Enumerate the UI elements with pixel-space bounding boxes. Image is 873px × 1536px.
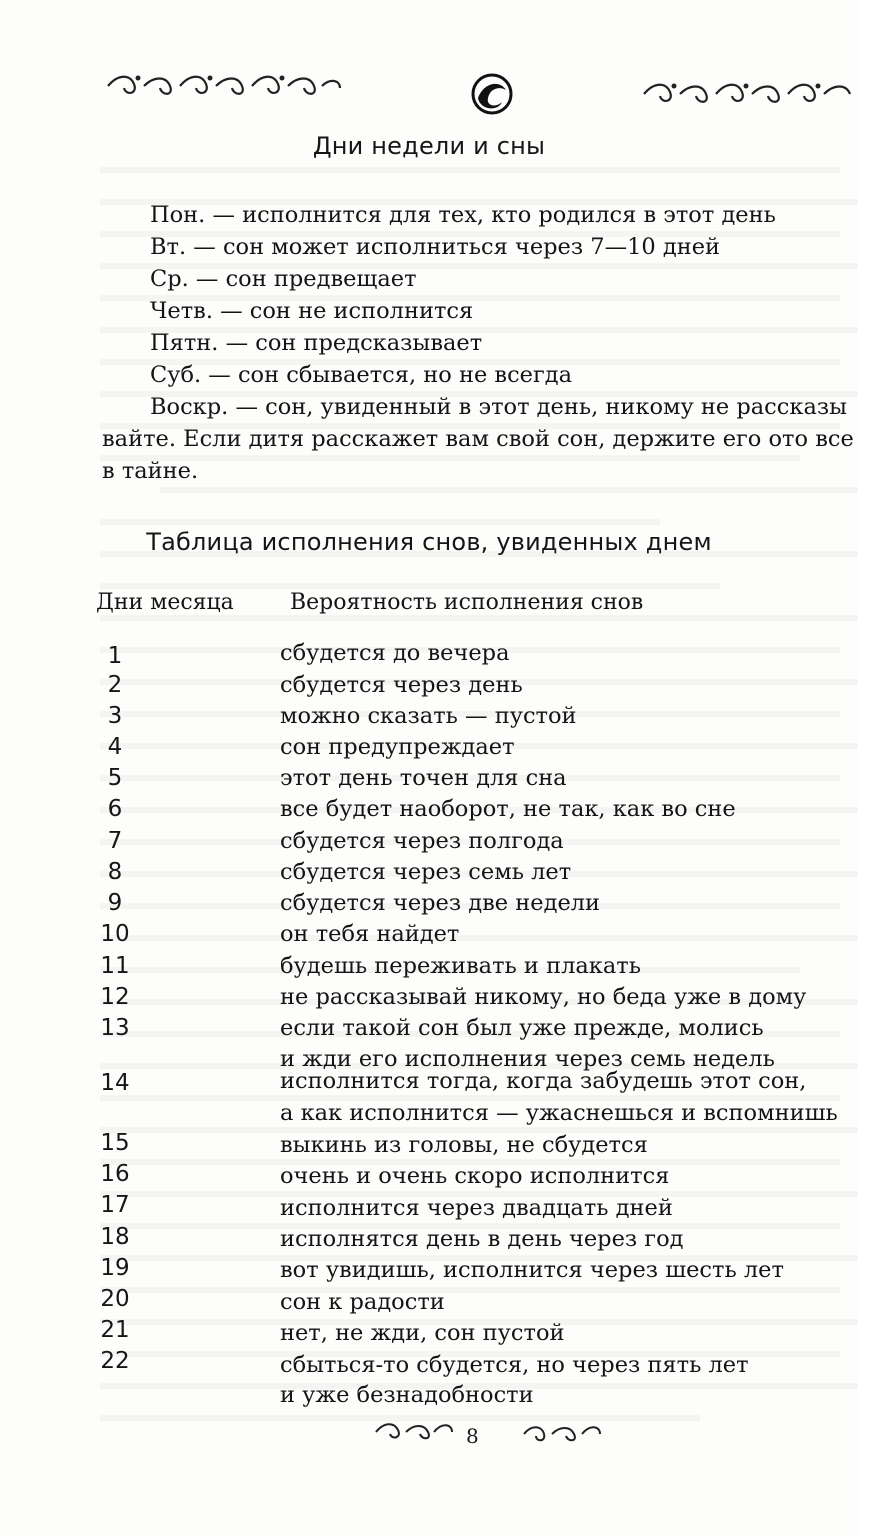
probability-text: не рассказывай никому, но беда уже в дому xyxy=(280,984,807,1010)
probability-text: исполнится через двадцать дней xyxy=(280,1195,673,1221)
probability-text: можно сказать — пустой xyxy=(280,703,577,729)
day-number: 20 xyxy=(100,1286,130,1312)
probability-text: сбыться-то сбудется, но через пять лет xyxy=(280,1352,749,1378)
probability-text: сбудется через полгода xyxy=(280,828,564,854)
day-number: 8 xyxy=(107,859,123,885)
day-number: 9 xyxy=(107,890,123,916)
probability-text: вот увидишь, исполнится через шесть лет xyxy=(280,1257,784,1283)
swirl-logo-icon xyxy=(470,72,514,116)
ornament-icon xyxy=(372,1418,456,1446)
weekday-line: Пон. — исполнится для тех, кто родился в этот день xyxy=(150,202,776,228)
probability-text: и жди его исполнения через семь недель xyxy=(280,1046,775,1072)
column-header-days: Дни месяца xyxy=(96,590,234,615)
probability-text: он тебя найдет xyxy=(280,921,460,947)
ornament-icon xyxy=(520,1420,604,1448)
weekday-line: Пятн. — сон предсказывает xyxy=(150,330,483,356)
probability-text: этот день точен для сна xyxy=(280,765,567,791)
probability-text: все будет наоборот, не так, как во сне xyxy=(280,796,736,822)
day-number: 17 xyxy=(100,1192,130,1218)
probability-text: нет, не жди, сон пустой xyxy=(280,1320,565,1346)
probability-text: исполнятся день в день через год xyxy=(280,1226,684,1252)
section-title: Таблица исполнения снов, увиденных днем xyxy=(146,528,712,556)
day-number: 14 xyxy=(100,1070,130,1096)
weekday-line: Воскр. — сон, увиденный в этот день, никому не рассказы xyxy=(150,394,848,420)
day-number: 15 xyxy=(100,1130,130,1156)
probability-text: сбудется через две недели xyxy=(280,890,601,916)
day-number: 18 xyxy=(100,1224,130,1250)
paragraph-line: вайте. Если дитя расскажет вам свой сон, держите его ото все xyxy=(102,426,854,452)
probability-text: сон к радости xyxy=(280,1289,445,1315)
weekday-line: Ср. — сон предвещает xyxy=(150,266,417,292)
probability-text: сбудется через день xyxy=(280,672,523,698)
probability-text: если такой сон был уже прежде, молись xyxy=(280,1015,764,1041)
section-title: Дни недели и сны xyxy=(312,132,546,160)
day-number: 1 xyxy=(107,643,123,669)
day-number: 12 xyxy=(100,984,130,1010)
day-number: 16 xyxy=(100,1161,130,1187)
day-number: 6 xyxy=(107,796,123,822)
column-header-probability: Вероятность исполнения снов xyxy=(290,590,644,615)
day-number: 10 xyxy=(100,921,130,947)
day-number: 3 xyxy=(107,703,123,729)
ornament-icon xyxy=(640,76,858,112)
probability-text: выкинь из головы, не сбудется xyxy=(280,1132,648,1158)
weekday-line: Четв. — сон не исполнится xyxy=(150,298,474,324)
scan-margin xyxy=(858,0,873,1536)
probability-text: исполнится тогда, когда забудешь этот сон, xyxy=(280,1068,807,1094)
day-number: 4 xyxy=(107,734,123,760)
day-number: 13 xyxy=(100,1015,130,1041)
day-number: 22 xyxy=(100,1348,130,1374)
probability-text: сбудется через семь лет xyxy=(280,859,572,885)
probability-text: сбудется до вечера xyxy=(280,640,510,666)
probability-text: очень и очень скоро исполнится xyxy=(280,1163,670,1189)
day-number: 21 xyxy=(100,1317,130,1343)
day-number: 11 xyxy=(100,953,130,979)
probability-text: и уже безнадобности xyxy=(280,1382,534,1408)
weekday-line: Суб. — сон сбывается, но не всегда xyxy=(150,362,573,388)
weekday-line: Вт. — сон может исполниться через 7—10 дней xyxy=(150,234,721,260)
ornament-icon xyxy=(104,70,344,102)
day-number: 7 xyxy=(107,828,123,854)
day-number: 19 xyxy=(100,1255,130,1281)
page-number: 8 xyxy=(466,1424,479,1448)
probability-text: а как исполнится — ужаснешься и вспомнишь xyxy=(280,1100,838,1126)
paragraph-line: в тайне. xyxy=(102,458,199,484)
probability-text: сон предупреждает xyxy=(280,734,515,760)
day-number: 2 xyxy=(107,672,123,698)
probability-text: будешь переживать и плакать xyxy=(280,953,641,979)
day-number: 5 xyxy=(107,765,123,791)
